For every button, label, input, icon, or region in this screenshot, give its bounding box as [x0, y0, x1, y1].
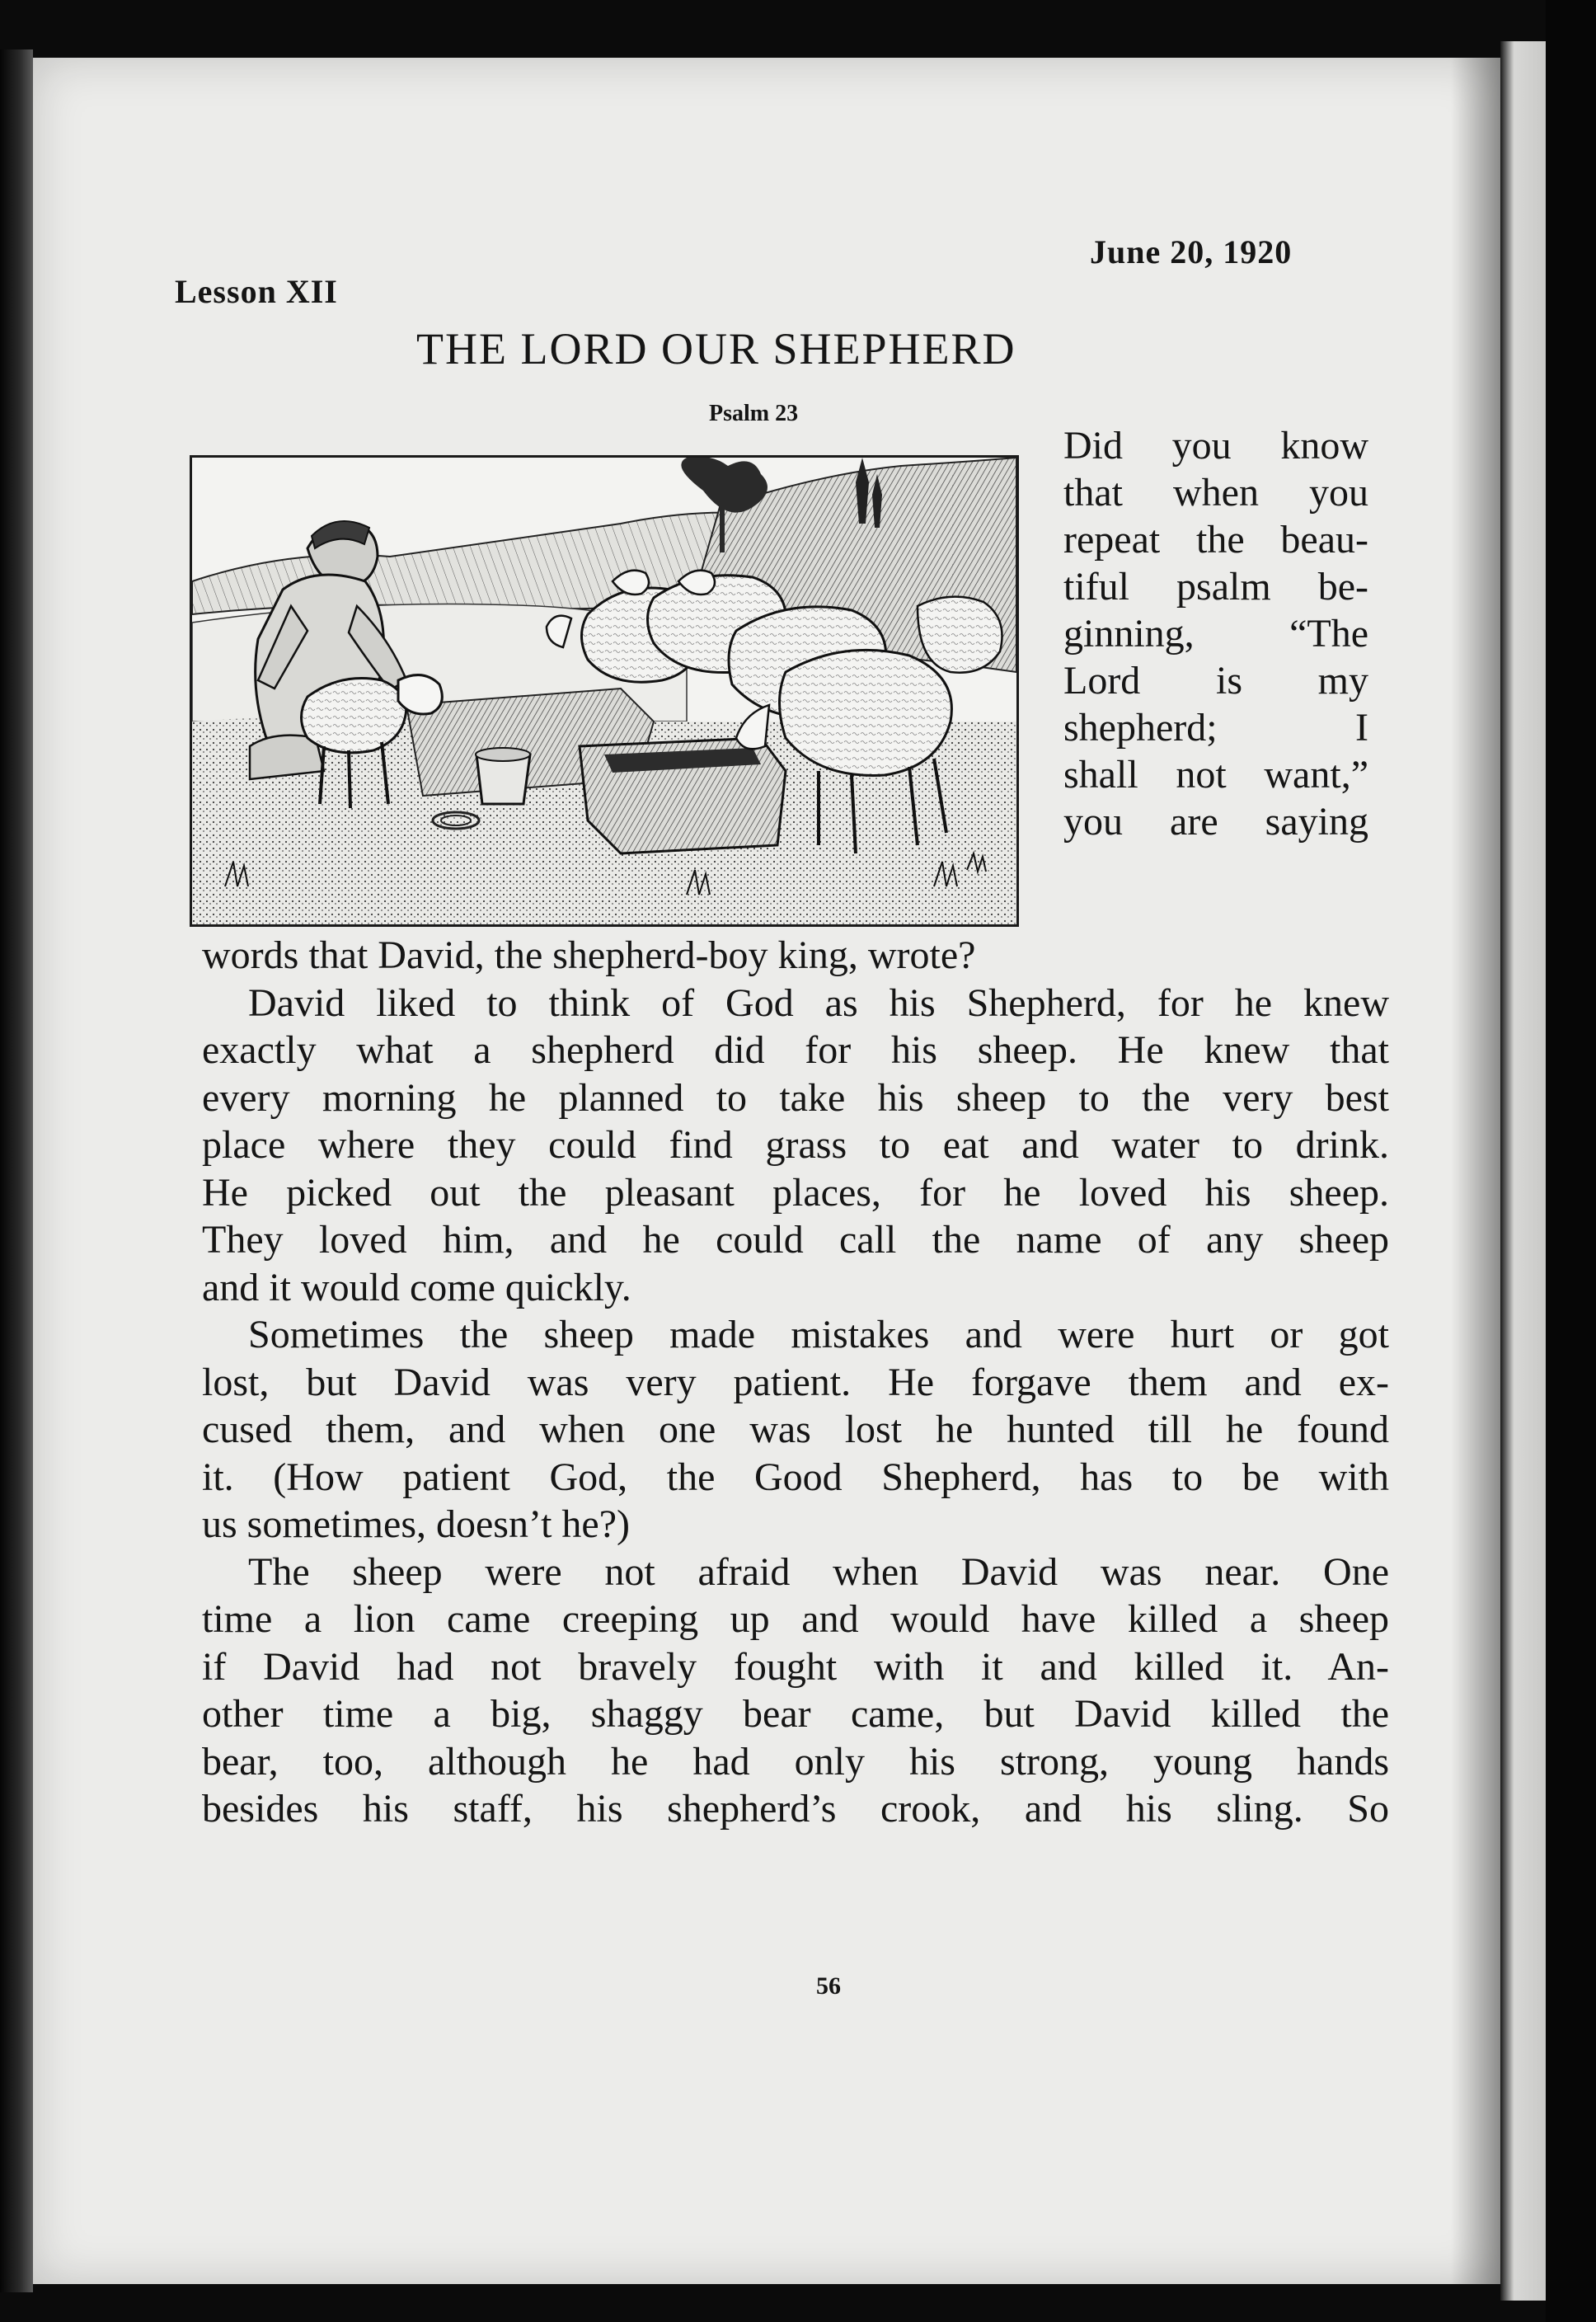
shepherd-with-sheep-at-trough-illustration [190, 455, 1019, 927]
next-page-edge [1500, 41, 1546, 2301]
body-line: Sometimes the sheep made mistakes and were hurt or got [248, 1313, 1389, 1356]
body-line: place where they could find grass to eat and water to drink. [202, 1123, 1389, 1167]
body-line: David liked to think of God as his Shepherd, for he knew [248, 980, 1389, 1025]
body-line: other time a big, shaggy bear came, but David killed the [202, 1692, 1389, 1736]
body-line: They loved him, and he could call the name of any sheep [202, 1218, 1389, 1262]
page-title: THE LORD OUR SHEPHERD [416, 324, 1016, 374]
lesson-label: Lesson XII [175, 273, 338, 310]
paragraph-1 [202, 932, 1389, 980]
wrap-text-line: Lord is my [1063, 659, 1368, 703]
body-line: it. (How patient God, the Good Shepherd, has to be with [202, 1455, 1389, 1499]
body-line: words that David, the shepherd-boy king, wrote? [202, 933, 976, 977]
background-edge [1546, 0, 1596, 2322]
wrap-text-line: tiful psalm be- [1063, 565, 1368, 609]
paragraph-2 [202, 980, 1389, 1312]
page-number: 56 [816, 1972, 841, 2000]
wrap-text-line: Did you know [1063, 424, 1368, 468]
body-line: exactly what a shepherd did for his sheep. He knew that [202, 1028, 1389, 1072]
book-spine-edge [0, 49, 33, 2292]
body-line: us sometimes, doesn’t he?) [202, 1502, 631, 1546]
body-line: if David had not bravely fought with it and killed it. An- [202, 1644, 1389, 1689]
scripture-reference: Psalm 23 [709, 401, 799, 426]
body-line: besides his staff, his shepherd’s crook, and his sling. So [202, 1787, 1389, 1831]
body-line: He picked out the pleasant places, for he loved his sheep. [202, 1170, 1389, 1215]
page-gutter-shadow [1451, 58, 1500, 2284]
wrap-text-line: repeat the beau- [1063, 518, 1368, 562]
lesson-date: June 20, 1920 [1090, 233, 1293, 270]
paragraph-4 [202, 1549, 1389, 1833]
body-line: bear, too, although he had only his strong, young hands [202, 1739, 1389, 1784]
wrap-text-line: shall not want,” [1063, 753, 1368, 797]
body-line: and it would come quickly. [202, 1265, 631, 1309]
wrap-text-line: ginning, “The [1063, 612, 1368, 656]
body-line: The sheep were not afraid when David was near. One [248, 1549, 1389, 1594]
body-text [202, 932, 1389, 1833]
body-line: lost, but David was very patient. He forgave them and ex- [202, 1360, 1389, 1404]
body-line: every morning he planned to take his sheep to the very best [202, 1075, 1389, 1120]
wrap-text-line: that when you [1063, 471, 1368, 515]
body-line: cused them, and when one was lost he hunted till he found [202, 1408, 1389, 1451]
wrap-text-line: you are saying [1063, 800, 1368, 844]
wrap-text-line: shepherd; I [1063, 706, 1368, 750]
body-line: time a lion came creeping up and would have killed a sheep [202, 1597, 1389, 1641]
paragraph-3 [202, 1311, 1389, 1549]
wrap-text-column [1063, 422, 1368, 845]
